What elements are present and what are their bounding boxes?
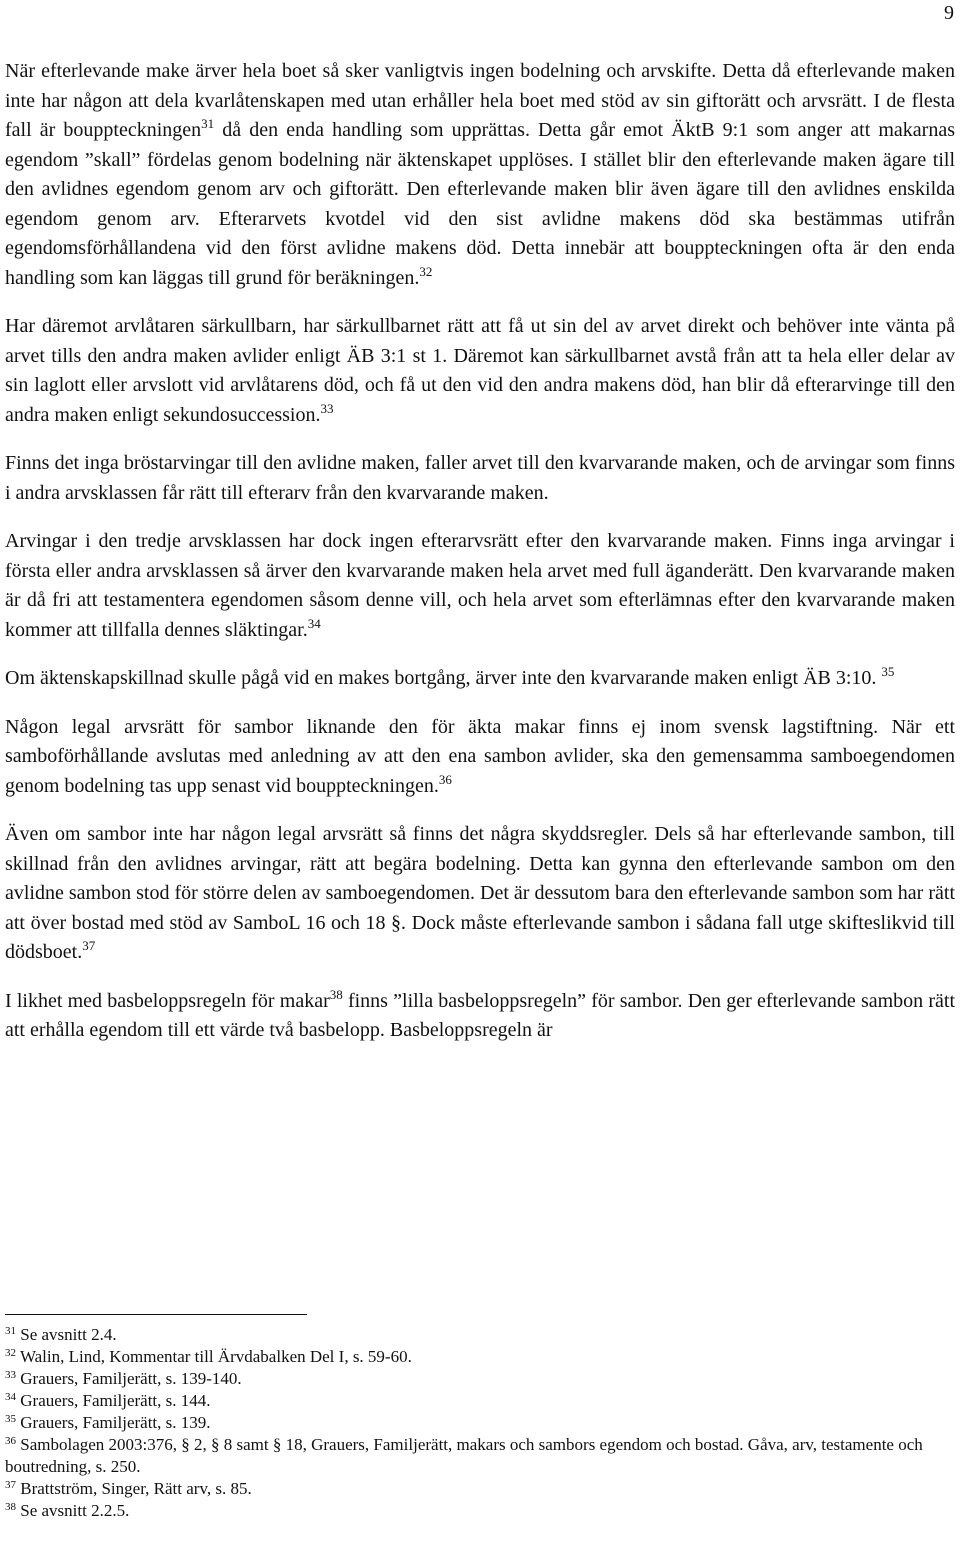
footnote-number: 31 bbox=[5, 1325, 16, 1337]
footnote-reference: 34 bbox=[307, 615, 321, 631]
footnote-reference: 33 bbox=[320, 400, 334, 416]
footnote-number: 33 bbox=[5, 1369, 16, 1381]
paragraph-text: då den enda handling som upprättas. Detta går emot ÄktB 9:1 som anger att makarnas egendom ”skall” fördelas genom bodelning när äktenskapet upplöses. I stället blir den efterlevande maken ägare till den avlidnes egendom genom arv och giftorätt. Den efterlevande maken blir även ägare till den avlidnes enskilda egendom genom arv. Efterarvets kvotdel vid den sist avlidne makens död ska bestämmas utifrån egendomsförhållandena vid den först avlidne makens död. Detta innebär att bouppteckningen ofta är den enda handling som kan läggas till grund för beräkningen. bbox=[5, 119, 955, 289]
paragraph bbox=[5, 713, 955, 802]
footnote-number: 37 bbox=[5, 1479, 16, 1491]
footnote-number: 32 bbox=[5, 1347, 16, 1359]
paragraph-text: Om äktenskapskillnad skulle pågå vid en makes bortgång, ärver inte den kvarvarande maken enligt ÄB 3:10. bbox=[5, 667, 882, 689]
paragraph bbox=[5, 527, 955, 645]
body-text bbox=[5, 57, 955, 1065]
footnote-reference: 38 bbox=[329, 986, 343, 1002]
paragraph-text: Arvingar i den tredje arvsklassen har dock ingen efterarvsrätt efter den kvarvarande maken. Finns inga arvingar i första eller andra arvsklassen så ärver den kvarvarande maken hela arvet med full äganderätt. Den kvarvarande maken är då fri att testamentera egendomen såsom denne vill, och hela arvet som efterlämnas efter den kvarvarande maken kommer att tillfalla dennes släktingar. bbox=[5, 530, 955, 641]
paragraph-text: Även om sambor inte har någon legal arvsrätt så finns det några skyddsregler. Dels så har efterlevande sambon, till skillnad från den avlidnes arvingar, rätt att begära bodelning. Detta kan gynna den efterlevande sambon om den avlidne sambon stod för större delen av samboegendomen. Det är dessutom bara den efterlevande sambon som har rätt att över bostad med stöd av SamboL 16 och 18 §. Dock måste efterlevande sambon i sådana fall utge skifteslikvid till dödsboet. bbox=[5, 823, 955, 963]
footnote bbox=[5, 1368, 955, 1390]
footnote-reference: 31 bbox=[201, 116, 215, 131]
paragraph-text: Någon legal arvsrätt för sambor liknande den för äkta makar finns ej inom svensk lagstiftning. När ett samboförhållande avslutas med anledning av att den ena sambon avlider, ska den gemensamma samboegendomen genom bodelning tas upp senast vid bouppteckningen. bbox=[5, 715, 955, 797]
footnote-text: Se avsnitt 2.2.5. bbox=[16, 1501, 130, 1520]
paragraph-text: finns ”lilla basbeloppsregeln” för sambor. Den ger efterlevande sambon rätt att erhålla egendom till ett värde två basbelopp. Basbeloppsregeln är bbox=[5, 989, 956, 1041]
footnote-reference: 32 bbox=[419, 263, 433, 279]
paragraph bbox=[5, 312, 955, 430]
footnote-number: 34 bbox=[5, 1391, 16, 1403]
footnote-reference: 37 bbox=[82, 938, 96, 953]
paragraph bbox=[5, 664, 955, 694]
footnote-number: 35 bbox=[5, 1413, 16, 1425]
footnote-reference: 36 bbox=[438, 771, 452, 787]
footnote bbox=[5, 1478, 955, 1500]
paragraph bbox=[5, 449, 955, 508]
paragraph bbox=[5, 57, 955, 293]
footnote-text: Sambolagen 2003:376, § 2, § 8 samt § 18, Grauers, Familjerätt, makars och sambors egendom och bostad. Gåva, arv, testamente och boutredning, s. 250. bbox=[5, 1435, 923, 1476]
page-number: 9 bbox=[944, 2, 954, 24]
footnote-text: Grauers, Familjerätt, s. 139. bbox=[16, 1413, 211, 1432]
footnote-text: Se avsnitt 2.4. bbox=[16, 1325, 117, 1344]
paragraph-text: Finns det inga bröstarvingar till den avlidne maken, faller arvet till den kvarvarande maken, och de arvingar som finns i andra arvsklassen får rätt till efterarv från den kvarvarande maken. bbox=[5, 452, 955, 504]
footnote-reference: 35 bbox=[881, 664, 895, 679]
footnote-text: Grauers, Familjerätt, s. 144. bbox=[16, 1391, 211, 1410]
footnote-number: 36 bbox=[5, 1435, 16, 1447]
footnote bbox=[5, 1390, 955, 1412]
footnote-text: Walin, Lind, Kommentar till Ärvdabalken Del I, s. 59-60. bbox=[16, 1347, 412, 1366]
footnote-separator bbox=[5, 1314, 307, 1315]
paragraph-text: Har däremot arvlåtaren särkullbarn, har särkullbarnet rätt att få ut sin del av arvet direkt och behöver inte vänta på arvet tills den andra maken avlider enligt ÄB 3:1 st 1. Däremot kan särkullbarnet avstå från att ta hela eller delar av sin laglott eller arvslott vid arvlåtarens död, och få ut den vid den andra makens död, han blir då efterarvinge till den andra maken enligt sekundosuccession. bbox=[5, 315, 955, 426]
footnote-text: Brattström, Singer, Rätt arv, s. 85. bbox=[16, 1479, 252, 1498]
footnote bbox=[5, 1324, 955, 1346]
footnote bbox=[5, 1346, 955, 1368]
paragraph bbox=[5, 820, 955, 968]
footnotes bbox=[5, 1324, 955, 1522]
footnote-number: 38 bbox=[5, 1501, 16, 1513]
paragraph bbox=[5, 987, 955, 1046]
footnote bbox=[5, 1412, 955, 1434]
paragraph-text: När efterlevande make ärver hela boet så sker vanligtvis ingen bodelning och arvskifte. Detta då efterlevande maken inte har någon att dela kvarlåtenskapen med utan erhåller hela boet med stöd av sin giftorätt och arvsrätt. I de flesta fall är bouppteckningen bbox=[5, 60, 955, 141]
footnote-text: Grauers, Familjerätt, s. 139-140. bbox=[16, 1369, 242, 1388]
paragraph-text: I likhet med basbeloppsregeln för makar bbox=[5, 989, 330, 1012]
footnote bbox=[5, 1500, 955, 1522]
footnote bbox=[5, 1434, 955, 1478]
